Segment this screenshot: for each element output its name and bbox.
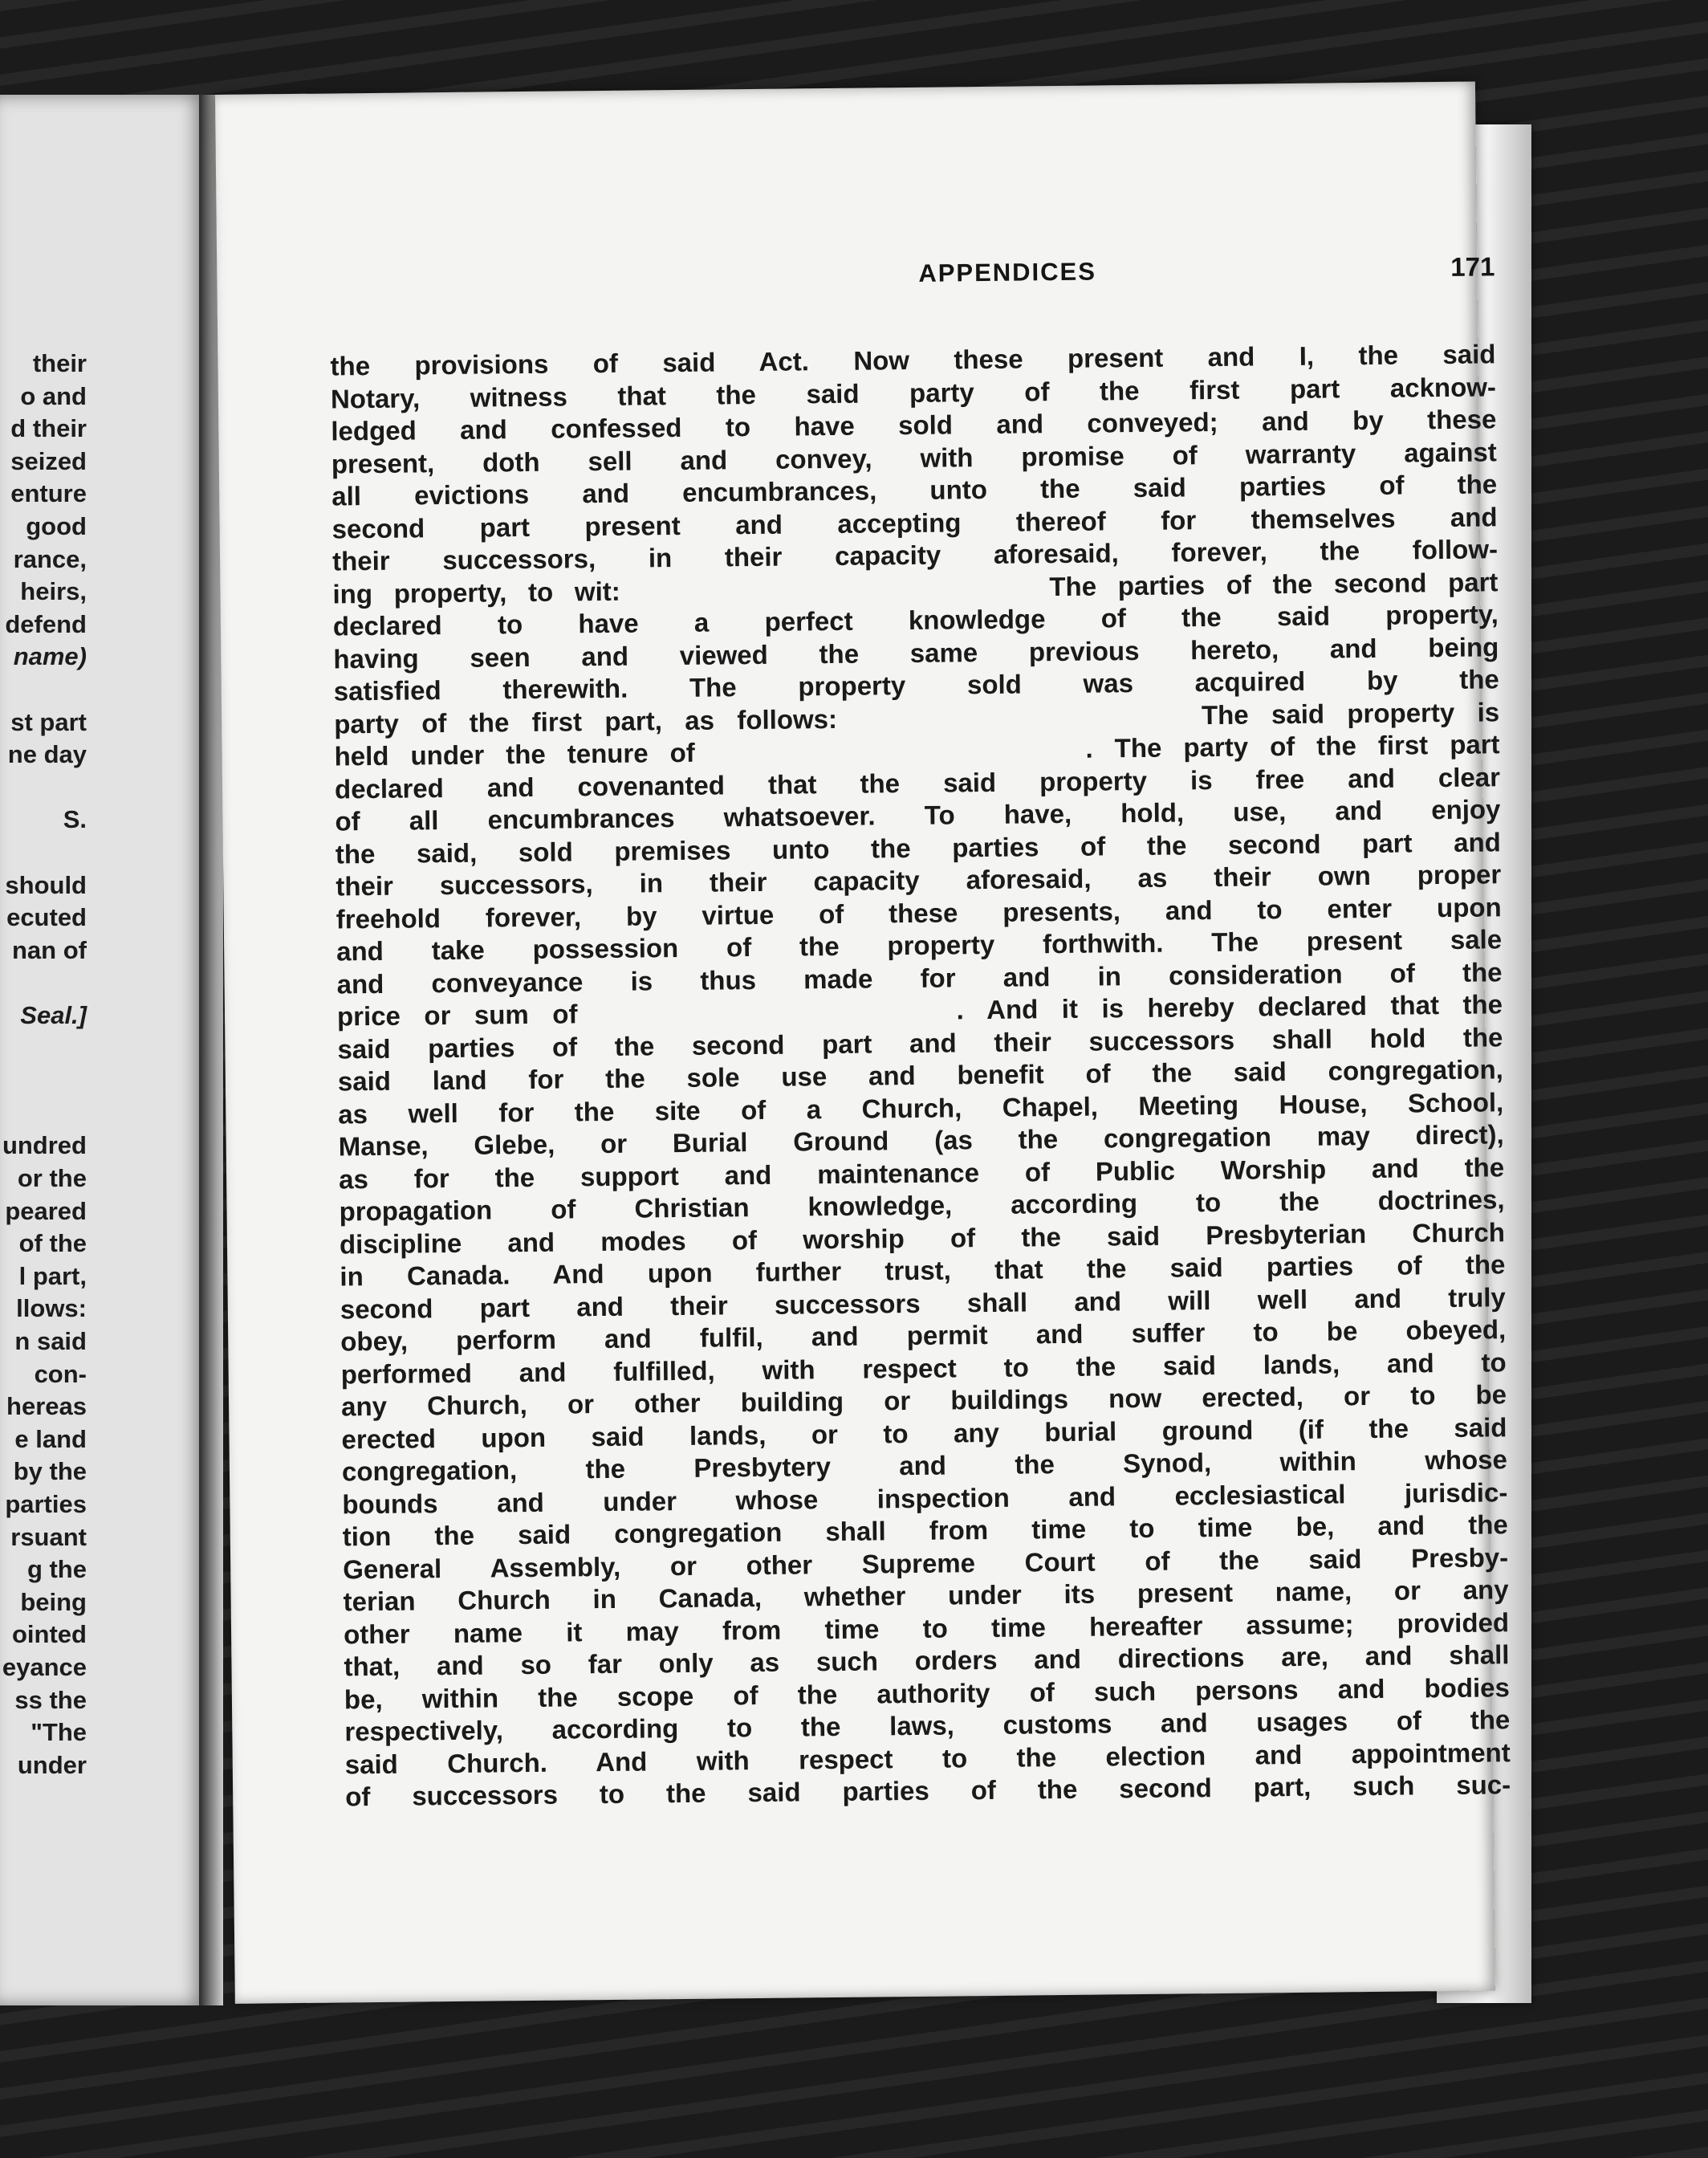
left-page-line: good (26, 512, 87, 540)
body-line: their successors, in their capacity aforesaid, as their own proper (336, 859, 1502, 902)
body-line: congregation, the Presbytery and the Synod, within whose (341, 1444, 1508, 1487)
left-page-line: ointed (12, 1620, 87, 1649)
body-line: their successors, in their capacity aforesaid, forever, the follow- (331, 534, 1499, 576)
left-page-line: peared (5, 1196, 87, 1225)
left-page-line: rsuant (10, 1522, 87, 1551)
body-text (330, 338, 1511, 1814)
body-line: Notary, witness that the said party of the first part acknow- (330, 371, 1497, 414)
body-line: the provisions of said Act. Now these present and I, the said (330, 339, 1496, 381)
body-line: of all encumbrances whatsoever. To have, hold, use, and enjoy (335, 794, 1501, 837)
left-page-line: e land (14, 1424, 87, 1453)
left-page-line: ss the (14, 1685, 87, 1714)
left-page-line: name) (13, 642, 87, 671)
left-page-line: S. (63, 805, 87, 834)
left-page-line: being (20, 1587, 87, 1616)
left-page-line: llows: (16, 1294, 87, 1323)
left-page-line: or the (17, 1164, 87, 1192)
left-page-line: "The (31, 1718, 87, 1747)
left-page-line: Seal.] (20, 1001, 87, 1029)
left-page-line: defend (5, 609, 87, 638)
left-page-line: hereas (6, 1392, 87, 1421)
left-page-line: n said (14, 1327, 87, 1355)
left-page-line: nan of (12, 935, 87, 964)
left-page-line: o and (20, 381, 87, 410)
body-line: terian Church in Canada, whether under its present name, or any (343, 1574, 1509, 1617)
body-line: in Canada. And upon further trust, that the said parties of the (340, 1249, 1506, 1292)
body-line: and conveyance is thus made for and in consideration of the (336, 956, 1503, 999)
left-page-line: st part (10, 707, 87, 736)
left-page-line: under (17, 1750, 87, 1779)
body-line: erected upon said lands, or to any burial ground (if the said (341, 1411, 1507, 1454)
left-page-line: should (5, 870, 87, 899)
body-line: held under the tenure of . The party of the first part (334, 729, 1500, 772)
left-page-line: l part, (18, 1261, 87, 1290)
body-line: party of the first part, as follows: The said property is (334, 696, 1500, 739)
left-page-line: ne day (7, 740, 87, 769)
body-line: that, and so far only as such orders and directions are, and shall (344, 1639, 1510, 1682)
body-line: said Church. And with respect to the election and appointment (344, 1737, 1511, 1779)
body-line: Manse, Glebe, or Burial Ground (as the congregation may direct), (338, 1119, 1504, 1162)
left-page-line: heirs, (20, 577, 87, 606)
left-page-line: seized (10, 446, 87, 475)
left-page-line: parties (5, 1490, 87, 1518)
left-page-line: of the (18, 1229, 87, 1258)
body-line: other name it may from time to time hereafter assume; provided (343, 1606, 1510, 1649)
body-line: General Assembly, or other Supreme Court of the said Presby- (343, 1541, 1509, 1584)
left-page-line: g the (26, 1555, 87, 1584)
body-line: respectively, according to the laws, customs and usages of the (344, 1704, 1511, 1747)
body-line: all evictions and encumbrances, unto the said parties of the (331, 469, 1498, 511)
body-line: ing property, to wit: The parties of the second part (332, 566, 1499, 609)
body-line: price or sum of . And it is hereby declared that the (336, 989, 1503, 1032)
body-line: having seen and viewed the same previous hereto, and being (333, 631, 1499, 674)
body-line: and take possession of the property forthwith. The present sale (336, 924, 1503, 967)
running-head (329, 253, 1494, 297)
body-line: discipline and modes of worship of the said Presbyterian Church (339, 1216, 1506, 1259)
left-page-line: their (32, 349, 87, 377)
left-page-line: enture (10, 479, 87, 508)
left-page-line: d their (10, 414, 87, 443)
body-line: performed and fulfilled, with respect to the said lands, and to (340, 1346, 1507, 1389)
left-page-line: eyance (2, 1653, 87, 1681)
body-line: as well for the site of a Church, Chapel, Meeting House, School, (338, 1086, 1504, 1129)
body-line: present, doth sell and convey, with promise of warranty against (331, 436, 1497, 479)
body-line: second part present and accepting thereof for themselves and (331, 501, 1498, 544)
body-line: the said, sold premises unto the parties of the second part and (335, 826, 1502, 869)
body-line: second part and their successors shall and will well and truly (340, 1281, 1506, 1324)
body-line: any Church, or other building or buildings now erected, or to be (340, 1379, 1507, 1422)
body-line: ledged and confessed to have sold and conveyed; and by these (331, 404, 1497, 446)
left-page-line: ecuted (6, 903, 87, 932)
body-line: tion the said congregation shall from time to time be, and the (342, 1509, 1508, 1552)
body-line: as for the support and maintenance of Public Worship and the (338, 1151, 1505, 1194)
left-page-line: con- (34, 1359, 87, 1388)
left-page-line: undred (2, 1131, 87, 1160)
body-line: satisfied therewith. The property sold was acquired by the (333, 664, 1499, 706)
body-line: obey, perform and fulfil, and permit and suffer to be obeyed, (340, 1314, 1507, 1357)
body-line: said parties of the second part and their successors shall hold the (337, 1021, 1503, 1064)
body-line: be, within the scope of the authority of such persons and bodies (344, 1671, 1511, 1714)
body-line: said land for the sole use and benefit of the said congregation, (337, 1054, 1503, 1097)
left-page-line: rance, (13, 544, 87, 573)
body-line: declared and covenanted that the said property is free and clear (334, 761, 1501, 804)
left-page (0, 95, 205, 2005)
page-number: 171 (1450, 251, 1495, 282)
left-page-line: by the (13, 1457, 87, 1486)
page-header-title: APPENDICES (918, 257, 1097, 287)
body-line: of successors to the said parties of the second part, such suc- (345, 1769, 1511, 1812)
body-line: declared to have a perfect knowledge of the said property, (332, 599, 1499, 641)
body-line: bounds and under whose inspection and ecclesiastical jurisdic- (342, 1476, 1508, 1519)
body-line: freehold forever, by virtue of these presents, and to enter upon (336, 891, 1502, 934)
body-line: propagation of Christian knowledge, according to the doctrines, (339, 1184, 1505, 1227)
right-page (215, 82, 1511, 2004)
